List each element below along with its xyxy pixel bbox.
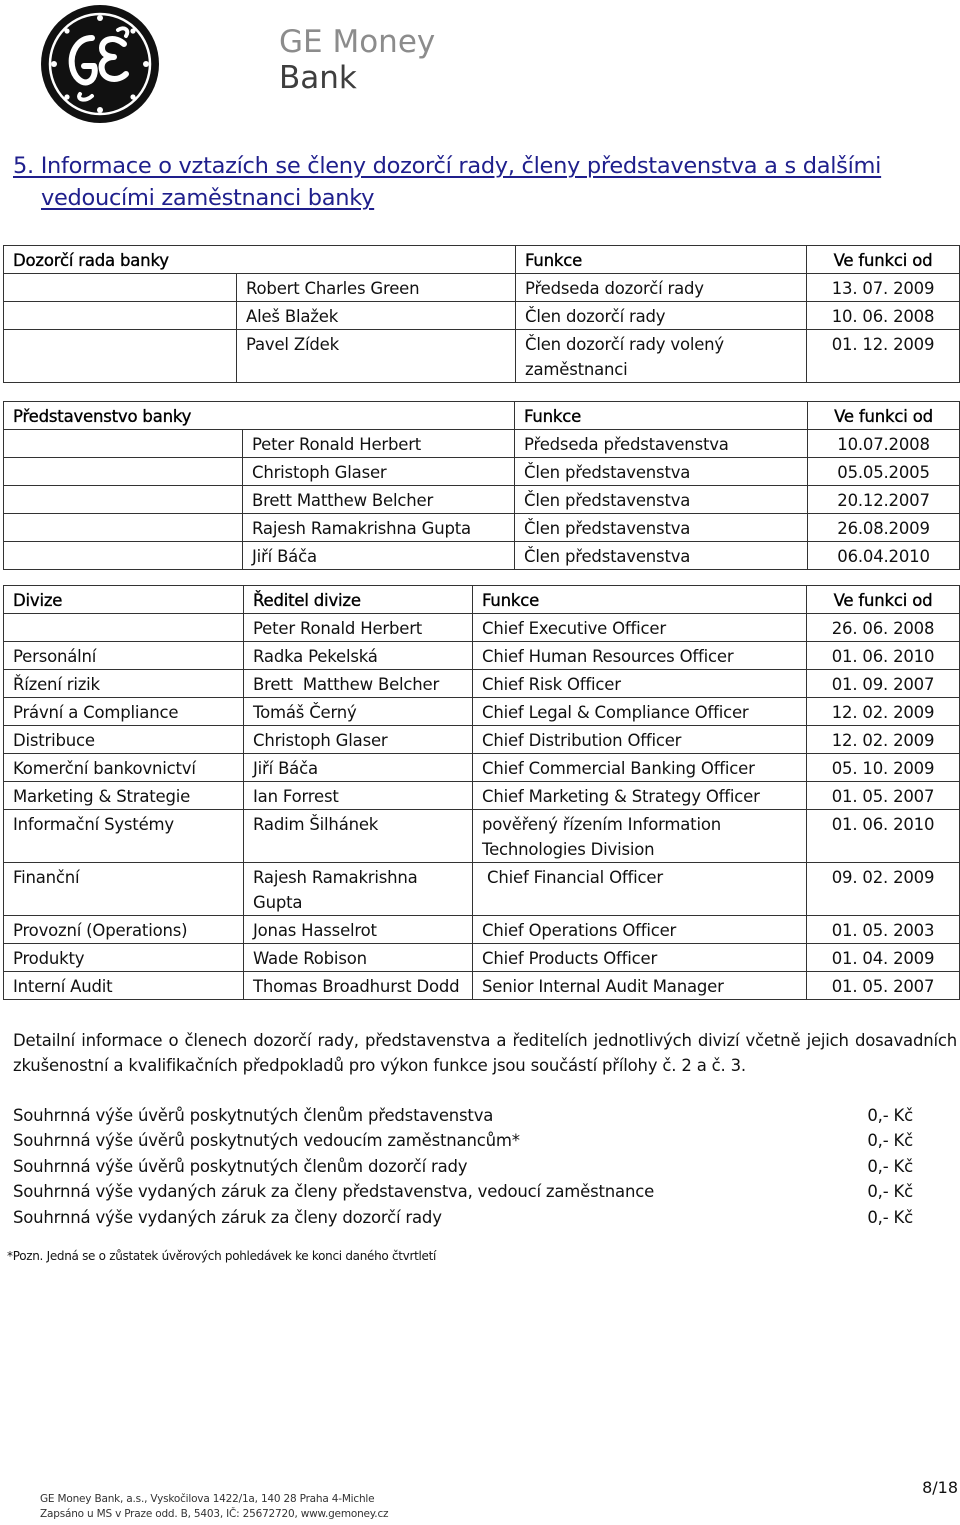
division-name: Produkty — [4, 944, 244, 972]
brand-name — [279, 24, 435, 96]
table-row — [4, 486, 960, 514]
table-header-row — [4, 402, 960, 430]
heading-line-1: 5. Informace o vztazích se členy dozorčí rady, členy představenstva a s dalšími — [13, 153, 882, 179]
division-since: 05. 10. 2009 — [807, 754, 960, 782]
member-name: Brett Matthew Belcher — [243, 486, 515, 514]
member-since: 10. 06. 2008 — [807, 302, 960, 330]
table-row — [4, 614, 960, 642]
brand-line-2: Bank — [279, 60, 357, 96]
director-name: Radka Pekelská — [244, 642, 473, 670]
division-role: Chief Financial Officer — [473, 863, 807, 916]
table-row — [4, 330, 960, 383]
empty-cell — [4, 330, 237, 383]
division-role: Chief Operations Officer — [473, 916, 807, 944]
division-role: Chief Marketing & Strategy Officer — [473, 782, 807, 810]
division-name: Distribuce — [4, 726, 244, 754]
footer-address: GE Money Bank, a.s., Vyskočilova 1422/1a, 140 28 Praha 4-Michle — [40, 1493, 375, 1505]
footnote: *Pozn. Jedná se o zůstatek úvěrových pohledávek ke konci daného čtvrtletí — [7, 1249, 437, 1263]
empty-cell — [4, 274, 237, 302]
table-row — [4, 782, 960, 810]
empty-cell — [4, 542, 243, 570]
table-row — [4, 944, 960, 972]
table-row — [4, 754, 960, 782]
division-since: 01. 09. 2007 — [807, 670, 960, 698]
table-row — [4, 698, 960, 726]
director-name: Tomáš Černý — [244, 698, 473, 726]
table-header-row — [4, 246, 960, 274]
section-heading — [13, 150, 953, 214]
table-row — [4, 514, 960, 542]
member-name: Pavel Zídek — [237, 330, 516, 383]
summary-value: 0,- Kč — [867, 1131, 913, 1151]
division-name: Právní a Compliance — [4, 698, 244, 726]
header-cell: Představenstvo banky — [4, 402, 515, 430]
table-row — [4, 916, 960, 944]
summary-label: Souhrnná výše vydaných záruk za členy představenstva, vedoucí zaměstnance — [13, 1182, 655, 1202]
summary-value: 0,- Kč — [867, 1207, 913, 1227]
member-role: Předseda představenstva — [515, 430, 808, 458]
summary-label: Souhrnná výše úvěrů poskytnutých členům dozorčí rady — [13, 1156, 468, 1176]
division-name: Interní Audit — [4, 972, 244, 1000]
division-since: 01. 06. 2010 — [807, 810, 960, 863]
table-row — [4, 670, 960, 698]
table-row — [4, 642, 960, 670]
heading-line-2: vedoucími zaměstnanci banky — [41, 185, 375, 211]
empty-cell — [4, 486, 243, 514]
ge-logo — [40, 4, 160, 124]
table-row — [4, 458, 960, 486]
division-role: Senior Internal Audit Manager — [473, 972, 807, 1000]
division-since: 09. 02. 2009 — [807, 863, 960, 916]
director-name: Rajesh Ramakrishna Gupta — [244, 863, 473, 916]
division-since: 01. 05. 2003 — [807, 916, 960, 944]
summary-row — [13, 1179, 913, 1204]
member-role: Předseda dozorčí rady — [516, 274, 807, 302]
director-name: Radim Šilhánek — [244, 810, 473, 863]
division-name: Provozní (Operations) — [4, 916, 244, 944]
division-role: Chief Human Resources Officer — [473, 642, 807, 670]
director-name: Ian Forrest — [244, 782, 473, 810]
table-row — [4, 274, 960, 302]
member-since: 01. 12. 2009 — [807, 330, 960, 383]
member-name: Robert Charles Green — [237, 274, 516, 302]
division-since: 01. 06. 2010 — [807, 642, 960, 670]
header-cell: Ve funkci od — [808, 402, 960, 430]
member-role: Člen představenstva — [515, 542, 808, 570]
director-name: Christoph Glaser — [244, 726, 473, 754]
header-cell: Funkce — [515, 402, 808, 430]
header-cell: Divize — [4, 586, 244, 614]
summary-value: 0,- Kč — [867, 1182, 913, 1202]
division-role: Chief Legal & Compliance Officer — [473, 698, 807, 726]
summary-value: 0,- Kč — [867, 1106, 913, 1125]
summary-label: Souhrnná výše úvěrů poskytnutých členům představenstva — [13, 1106, 494, 1125]
table-row — [4, 863, 960, 916]
division-since: 12. 02. 2009 — [807, 698, 960, 726]
table-row — [4, 302, 960, 330]
summary-row — [13, 1154, 913, 1179]
division-name: Komerční bankovnictví — [4, 754, 244, 782]
member-since: 13. 07. 2009 — [807, 274, 960, 302]
director-name: Jiří Báča — [244, 754, 473, 782]
division-role: Chief Risk Officer — [473, 670, 807, 698]
member-role: Člen dozorčí rady — [516, 302, 807, 330]
member-name: Christoph Glaser — [243, 458, 515, 486]
division-role: Chief Products Officer — [473, 944, 807, 972]
board-table — [3, 401, 960, 570]
division-name: Marketing & Strategie — [4, 782, 244, 810]
footer-registration: Zapsáno u MS v Praze odd. B, 5403, IČ: 25672720, www.gemoney.cz — [40, 1508, 389, 1520]
summary-label: Souhrnná výše vydaných záruk za členy dozorčí rady — [13, 1207, 442, 1227]
summary-value: 0,- Kč — [867, 1156, 913, 1176]
table-row — [4, 726, 960, 754]
supervisory-board-table — [3, 245, 960, 383]
empty-cell — [4, 430, 243, 458]
summary-row — [13, 1205, 913, 1230]
header-cell: Funkce — [516, 246, 807, 274]
header-cell: Funkce — [473, 586, 807, 614]
division-name: Informační Systémy — [4, 810, 244, 863]
member-since: 10.07.2008 — [808, 430, 960, 458]
table-row — [4, 810, 960, 863]
empty-cell — [4, 458, 243, 486]
member-name: Jiří Báča — [243, 542, 515, 570]
divisions-body — [4, 614, 960, 1000]
division-since: 01. 04. 2009 — [807, 944, 960, 972]
member-role: Člen představenstva — [515, 486, 808, 514]
division-name: Řízení rizik — [4, 670, 244, 698]
division-role: Chief Commercial Banking Officer — [473, 754, 807, 782]
header-cell: Dozorčí rada banky — [4, 246, 516, 274]
division-since: 26. 06. 2008 — [807, 614, 960, 642]
page-number: 8/18 — [922, 1478, 958, 1497]
director-name: Thomas Broadhurst Dodd — [244, 972, 473, 1000]
brand-line-1: GE Money — [279, 24, 436, 60]
summary-label: Souhrnná výše úvěrů poskytnutých vedoucím zaměstnancům* — [13, 1131, 520, 1151]
header-cell: Ve funkci od — [807, 586, 960, 614]
empty-cell — [4, 514, 243, 542]
member-role: Člen představenstva — [515, 514, 808, 542]
table-row — [4, 430, 960, 458]
division-name: Finanční — [4, 863, 244, 916]
division-name — [4, 614, 244, 642]
director-name: Wade Robison — [244, 944, 473, 972]
division-role: Chief Executive Officer — [473, 614, 807, 642]
header-cell: Ve funkci od — [807, 246, 960, 274]
member-role: Člen dozorčí rady volený zaměstnanci — [516, 330, 807, 383]
summary-row — [13, 1103, 913, 1128]
member-since: 26.08.2009 — [808, 514, 960, 542]
detail-paragraph: Detailní informace o členech dozorčí rady, představenstva a ředitelích jednotlivých divizí včetně jejich dosavadních zkušenostní a kvalifikačních předpokladů pro výkon funkce jsou součástí přílohy č. 2 a č. 3. — [13, 1031, 957, 1075]
table-row — [4, 972, 960, 1000]
ge-monogram-icon — [40, 4, 160, 124]
divisions-table — [3, 585, 960, 1000]
table-row — [4, 542, 960, 570]
member-since: 20.12.2007 — [808, 486, 960, 514]
division-since: 12. 02. 2009 — [807, 726, 960, 754]
member-since: 06.04.2010 — [808, 542, 960, 570]
director-name: Peter Ronald Herbert — [244, 614, 473, 642]
page-footer — [40, 1492, 388, 1522]
member-name: Rajesh Ramakrishna Gupta — [243, 514, 515, 542]
division-since: 01. 05. 2007 — [807, 972, 960, 1000]
member-role: Člen představenstva — [515, 458, 808, 486]
member-since: 05.05.2005 — [808, 458, 960, 486]
division-since: 01. 05. 2007 — [807, 782, 960, 810]
member-name: Aleš Blažek — [237, 302, 516, 330]
summary-row — [13, 1128, 913, 1153]
division-role: Chief Distribution Officer — [473, 726, 807, 754]
header-cell: Ředitel divize — [244, 586, 473, 614]
division-role: pověřený řízením Information Technologies Division — [473, 810, 807, 863]
empty-cell — [4, 302, 237, 330]
division-name: Personální — [4, 642, 244, 670]
summary-list — [13, 1103, 913, 1230]
director-name: Brett Matthew Belcher — [244, 670, 473, 698]
member-name: Peter Ronald Herbert — [243, 430, 515, 458]
table-header-row — [4, 586, 960, 614]
director-name: Jonas Hasselrot — [244, 916, 473, 944]
